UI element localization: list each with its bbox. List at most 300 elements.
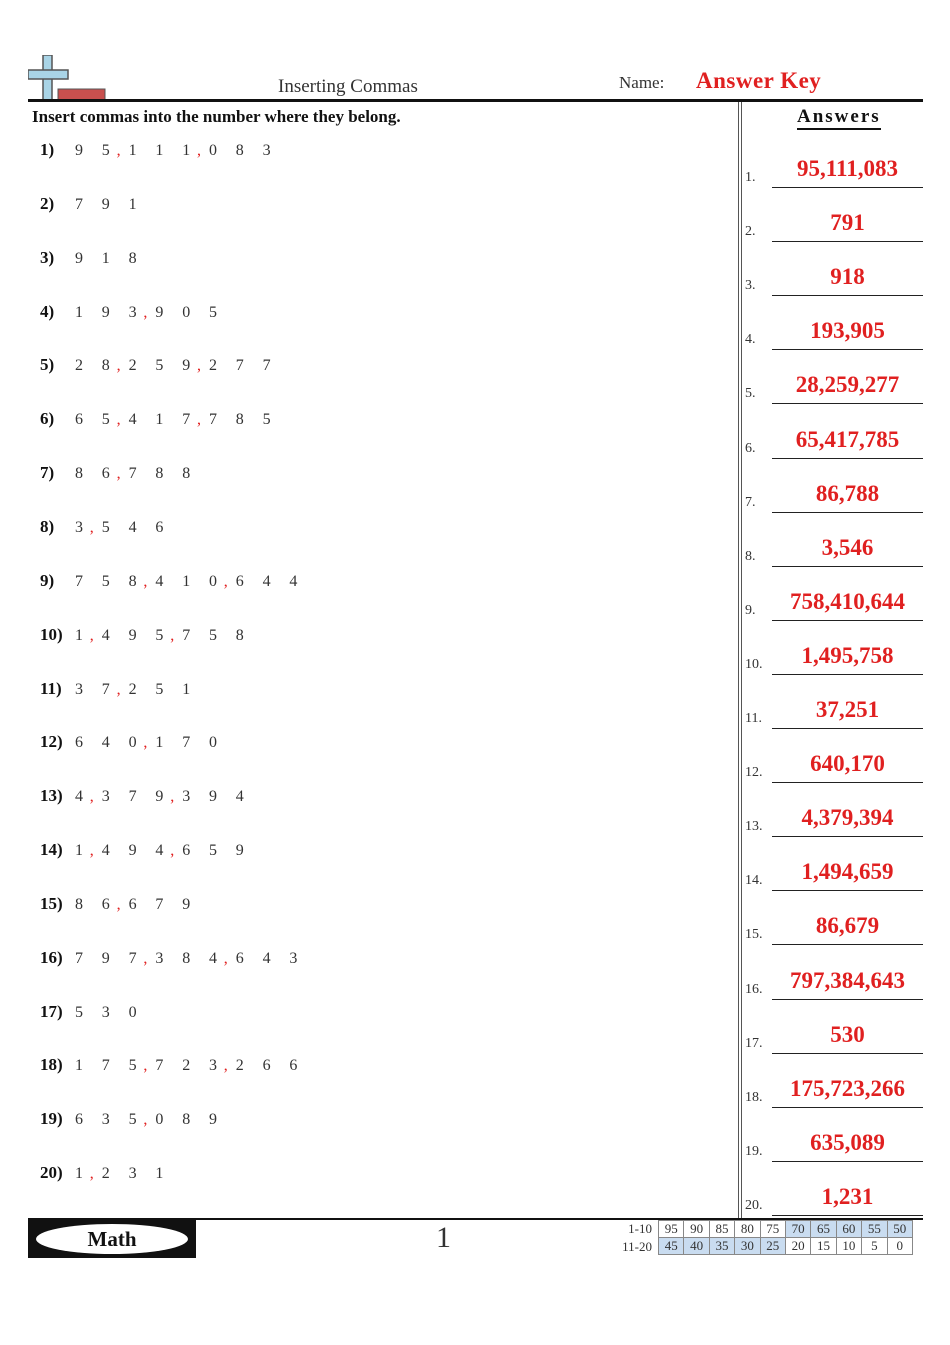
digit: [196, 411, 236, 429]
score-cell: 65: [811, 1221, 836, 1238]
digit: [289, 573, 316, 591]
digit: [155, 357, 182, 375]
digit: [155, 788, 182, 806]
answer-line: [772, 782, 923, 783]
digit-text: 7: [75, 949, 83, 967]
score-row-label: 11-20: [622, 1239, 652, 1254]
digit-text: 9: [208, 788, 217, 806]
digit-text: 4: [101, 734, 110, 752]
digit-text: 6: [101, 465, 110, 483]
digit: [75, 627, 102, 645]
plus-sign-logo-icon: [28, 55, 108, 103]
digit: [129, 1111, 156, 1129]
digit: [155, 411, 182, 429]
digit: [129, 196, 156, 214]
digit-text: 0: [208, 572, 217, 590]
score-cell: 45: [659, 1238, 684, 1255]
answer-number: 3.: [745, 278, 756, 294]
answer-line: [772, 1107, 923, 1108]
problem-number: 12): [40, 732, 63, 752]
digit: [209, 1111, 236, 1129]
answer-number: 5.: [745, 386, 756, 402]
page-number: 1: [436, 1221, 451, 1254]
answer-row: [745, 256, 923, 296]
digit-text: 6: [75, 1111, 83, 1129]
digit-text: 4: [208, 949, 217, 967]
digit: [116, 680, 156, 699]
answer-value: 797,384,643: [790, 967, 905, 993]
problem-digits: [75, 788, 263, 806]
digit-text: 3: [155, 949, 164, 967]
digit-text: 5: [128, 1111, 137, 1129]
digit-text: 4: [262, 949, 271, 967]
digit: [209, 734, 236, 752]
digit-text: 5: [208, 842, 217, 860]
column-divider-left: [738, 102, 739, 1219]
digit: [155, 1165, 182, 1183]
digit: [155, 465, 182, 483]
digit-text: 9: [155, 303, 164, 321]
score-cell: 25: [760, 1238, 785, 1255]
digit-text: 9: [235, 842, 244, 860]
digit: [182, 896, 209, 914]
digit-text: 9: [155, 788, 164, 806]
inserted-comma: ,: [143, 303, 148, 321]
inserted-comma: ,: [89, 788, 94, 806]
digit: [182, 1111, 209, 1129]
inserted-comma: ,: [170, 626, 175, 644]
problem-digits: [75, 411, 289, 429]
digit: [196, 142, 236, 160]
answer-row: [745, 689, 923, 729]
answer-line: [772, 566, 923, 567]
digit-text: 1: [75, 1165, 83, 1183]
digit-text: 4: [155, 842, 164, 860]
answer-row: [745, 364, 923, 404]
answer-line: [772, 1215, 923, 1216]
digit: [223, 572, 263, 591]
digit: [129, 950, 156, 968]
digit-text: 4: [75, 788, 83, 806]
digit: [182, 950, 209, 968]
digit: [236, 842, 263, 860]
digit: [263, 950, 290, 968]
digit-text: 2: [128, 357, 137, 375]
answer-line: [772, 349, 923, 350]
digit: [89, 788, 129, 806]
digit-text: 8: [235, 142, 244, 159]
digit: [102, 196, 129, 214]
answer-line: [772, 999, 923, 1000]
answer-row: [745, 310, 923, 350]
answer-value: 640,170: [810, 751, 885, 777]
digit: [75, 950, 102, 968]
inserted-comma: ,: [116, 895, 121, 913]
answer-value: 918: [830, 264, 865, 290]
digit-text: 9: [101, 195, 110, 213]
problem-number: 10): [40, 624, 63, 644]
problem-digits: [75, 1004, 155, 1022]
problem-number: 2): [40, 193, 55, 213]
digit-text: 8: [235, 626, 244, 644]
digit-text: 8: [182, 1111, 191, 1129]
digit-text: 6: [182, 842, 191, 860]
answer-value: 193,905: [810, 318, 885, 344]
answer-value: 1,495,758: [801, 642, 894, 668]
answer-line: [772, 512, 923, 513]
inserted-comma: ,: [143, 1111, 148, 1129]
answer-value: 791: [830, 210, 865, 236]
score-cell: 90: [684, 1221, 709, 1238]
digit-text: 5: [208, 303, 217, 321]
digit: [102, 142, 129, 160]
answer-number: 1.: [745, 170, 756, 185]
answer-number: 11.: [745, 711, 762, 726]
name-label: Name:: [619, 73, 665, 92]
inserted-comma: ,: [116, 357, 121, 375]
problem-number: 11): [40, 678, 62, 698]
score-cell: 60: [836, 1221, 861, 1238]
digit-text: 7: [155, 1057, 164, 1075]
answer-value: 95,111,083: [797, 156, 898, 181]
answer-number: 10.: [745, 656, 763, 672]
digit-text: 1: [182, 572, 191, 590]
digit: [143, 303, 182, 322]
inserted-comma: ,: [116, 142, 121, 159]
digit-text: 0: [155, 1111, 164, 1129]
score-cell: 85: [709, 1221, 734, 1238]
digit-text: 1: [75, 842, 83, 860]
answer-line: [772, 1053, 923, 1054]
score-cell: 10: [836, 1238, 861, 1255]
digit-text: 5: [75, 1003, 83, 1021]
digit: [102, 896, 129, 914]
digit: [75, 788, 102, 806]
problem-digits: [75, 734, 236, 752]
score-cell: 80: [735, 1221, 760, 1238]
digit-text: 5: [155, 626, 164, 644]
digit-text: 8: [75, 895, 83, 913]
answer-row: [745, 527, 923, 567]
problem-digits: [75, 1111, 236, 1129]
score-cell: 35: [709, 1238, 734, 1255]
score-cell: 55: [862, 1221, 887, 1238]
problem-number: 4): [40, 301, 55, 321]
digit-text: 3: [128, 303, 137, 321]
digit: [236, 357, 263, 375]
digit: [89, 1165, 129, 1183]
problem-digits: [75, 950, 316, 968]
digit: [75, 1111, 102, 1129]
digit: [182, 357, 209, 375]
score-row-labels: [614, 1220, 652, 1256]
score-row: [659, 1221, 913, 1238]
score-table: [658, 1220, 913, 1255]
problem-number: 1): [40, 140, 55, 159]
digit-text: 6: [155, 518, 164, 536]
digit: [182, 142, 209, 160]
answer-number: 18.: [745, 1089, 763, 1105]
header-divider: [28, 99, 923, 102]
digit: [102, 1111, 129, 1129]
problem-number: 7): [40, 463, 55, 483]
score-cell: 50: [887, 1221, 912, 1238]
inserted-comma: ,: [196, 142, 201, 159]
digit: [170, 788, 209, 806]
digit-text: 3: [101, 788, 110, 806]
answer-value: 3,546: [821, 534, 874, 560]
digit: [129, 519, 156, 537]
digit-text: 1: [101, 249, 110, 267]
answer-row: [745, 635, 923, 675]
digit-text: 3: [101, 1003, 110, 1021]
digit-text: 7: [75, 195, 83, 213]
problem-digits: [75, 196, 155, 214]
answer-line: [772, 674, 923, 675]
inserted-comma: ,: [116, 680, 121, 698]
digit-text: 4: [128, 411, 137, 429]
answer-row: [745, 1122, 923, 1162]
digit-text: 9: [208, 1111, 217, 1129]
answer-number: 4.: [745, 332, 756, 348]
digit: [143, 1057, 182, 1075]
answer-row: [745, 473, 923, 513]
digit: [143, 1111, 182, 1129]
score-cell: 70: [785, 1221, 810, 1238]
digit: [75, 411, 102, 429]
answer-row: [745, 202, 923, 242]
digit: [182, 573, 209, 591]
problem-number: 17): [40, 1001, 63, 1021]
digit: [102, 734, 129, 752]
digit-text: 1: [75, 1057, 83, 1075]
digit-text: 5: [101, 142, 110, 159]
digit: [116, 465, 156, 483]
digit: [263, 411, 290, 429]
digit: [143, 949, 182, 968]
digit-text: 1: [128, 142, 137, 159]
digit-text: 9: [128, 842, 137, 860]
digit-text: 9: [182, 895, 191, 913]
score-cell: 95: [659, 1221, 684, 1238]
problem-digits: [75, 1057, 316, 1075]
digit-text: 9: [101, 949, 110, 967]
problem-number: 13): [40, 786, 63, 806]
digit-text: 5: [155, 357, 164, 375]
digit: [129, 627, 156, 645]
digit: [263, 142, 290, 160]
digit-text: 4: [101, 626, 110, 644]
inserted-comma: ,: [170, 842, 175, 860]
answer-line: [772, 620, 923, 621]
inserted-comma: ,: [143, 572, 148, 590]
digit: [75, 1004, 102, 1022]
digit: [129, 842, 156, 860]
answer-value: 1,231: [821, 1183, 874, 1209]
digit-text: 3: [289, 949, 298, 967]
digit-text: 3: [208, 1057, 217, 1075]
digit-text: 4: [101, 842, 110, 860]
digit-text: 0: [182, 303, 191, 321]
digit-text: 9: [75, 249, 83, 267]
digit-text: 0: [128, 1003, 137, 1021]
digit-text: 2: [208, 357, 217, 375]
digit-text: 4: [289, 572, 298, 590]
digit: [209, 627, 236, 645]
digit: [75, 142, 102, 160]
answer-number: 13.: [745, 819, 763, 835]
answer-row: [745, 1176, 923, 1216]
problem-number: 6): [40, 409, 55, 429]
answer-value: 1,494,659: [801, 859, 894, 885]
answer-key-label: Answer Key: [696, 68, 822, 93]
answer-line: [772, 1161, 923, 1162]
digit: [102, 573, 129, 591]
digit: [129, 1165, 156, 1183]
answer-number: 15.: [745, 927, 763, 943]
digit: [129, 1004, 156, 1022]
digit-text: 3: [182, 788, 191, 806]
problem-digits: [75, 842, 263, 860]
problem-number: 3): [40, 247, 55, 267]
digit: [155, 896, 182, 914]
digit-text: 1: [128, 195, 137, 213]
answer-line: [772, 728, 923, 729]
digit-text: 5: [101, 518, 110, 536]
digit-text: 1: [182, 680, 191, 698]
digit-text: 1: [182, 142, 191, 159]
digit-text: 8: [101, 357, 110, 375]
digit: [209, 842, 236, 860]
digit: [129, 1057, 156, 1075]
inserted-comma: ,: [143, 734, 148, 752]
digit-text: 0: [128, 734, 137, 752]
digit-text: 9: [128, 626, 137, 644]
inserted-comma: ,: [89, 626, 94, 644]
inserted-comma: ,: [89, 518, 94, 536]
digit-text: 7: [101, 1057, 110, 1075]
answer-line: [772, 403, 923, 404]
digit-text: 1: [75, 626, 83, 644]
answer-line: [772, 836, 923, 837]
digit: [182, 734, 209, 752]
inserted-comma: ,: [223, 949, 228, 967]
answer-number: 12.: [745, 765, 763, 781]
digit: [75, 519, 102, 537]
digit: [236, 788, 263, 806]
digit: [129, 734, 156, 752]
digit: [75, 357, 102, 375]
digit-text: 6: [101, 895, 110, 913]
answer-number: 2.: [745, 224, 756, 240]
answer-row: [745, 1014, 923, 1054]
inserted-comma: ,: [223, 572, 228, 590]
digit: [209, 950, 236, 968]
digit-text: 6: [128, 895, 137, 913]
digit-text: 8: [75, 465, 83, 483]
score-cell: 40: [684, 1238, 709, 1255]
digit: [155, 842, 182, 860]
digit: [223, 949, 263, 968]
digit: [143, 572, 182, 591]
digit: [89, 518, 129, 537]
digit: [75, 842, 102, 860]
score-cell: 15: [811, 1238, 836, 1255]
digit: [102, 681, 129, 699]
problem-number: 18): [40, 1055, 63, 1075]
digit: [75, 896, 102, 914]
digit-text: 7: [262, 357, 271, 375]
answer-value: 4,379,394: [801, 805, 894, 831]
problem-number: 9): [40, 570, 55, 590]
digit-text: 3: [75, 518, 83, 536]
problem-digits: [75, 519, 182, 537]
digit-text: 6: [235, 949, 244, 967]
inserted-comma: ,: [89, 842, 94, 860]
digit-text: 8: [182, 949, 191, 967]
inserted-comma: ,: [170, 788, 175, 806]
problem-digits: [75, 250, 155, 268]
digit-text: 6: [289, 1057, 298, 1075]
digit-text: 9: [101, 303, 110, 321]
digit-text: 1: [75, 303, 83, 321]
digit-text: 6: [75, 734, 83, 752]
digit: [263, 1057, 290, 1075]
answer-value: 758,410,644: [790, 588, 905, 614]
digit: [75, 681, 102, 699]
digit: [155, 142, 182, 160]
digit-text: 6: [262, 1057, 271, 1075]
digit: [182, 465, 209, 483]
problem-digits: [75, 896, 209, 914]
digit-text: 9: [75, 142, 83, 159]
inserted-comma: ,: [116, 411, 121, 429]
answer-number: 7.: [745, 494, 756, 510]
digit-text: 7: [155, 895, 164, 913]
digit: [129, 304, 156, 322]
answer-row: [745, 581, 923, 621]
answer-line: [772, 187, 923, 188]
digit: [89, 626, 129, 645]
problem-digits: [75, 627, 263, 645]
digit-text: 3: [262, 142, 271, 159]
answer-line: [772, 241, 923, 242]
digit-text: 7: [128, 788, 137, 806]
digit: [129, 788, 156, 806]
digit-text: 7: [128, 465, 137, 483]
digit-text: 1: [155, 142, 164, 159]
digit-text: 5: [155, 680, 164, 698]
digit: [89, 842, 129, 860]
digit-text: 3: [75, 680, 83, 698]
digit-text: 3: [101, 1111, 110, 1129]
math-logo-text: Math: [87, 1226, 137, 1251]
score-row: [659, 1238, 913, 1255]
digit-text: 7: [182, 734, 191, 752]
digit-text: 2: [128, 680, 137, 698]
answer-value: 28,259,277: [795, 372, 900, 398]
digit-text: 8: [128, 249, 137, 267]
digit-text: 5: [128, 1057, 137, 1075]
instructions: Insert commas into the number where they belong.: [32, 107, 401, 126]
answer-row: [745, 905, 923, 945]
digit: [102, 250, 129, 268]
digit: [129, 250, 156, 268]
answer-row: [745, 851, 923, 891]
inserted-comma: ,: [143, 949, 148, 967]
digit-text: 4: [128, 518, 137, 536]
answers-heading: Answers: [797, 106, 881, 130]
